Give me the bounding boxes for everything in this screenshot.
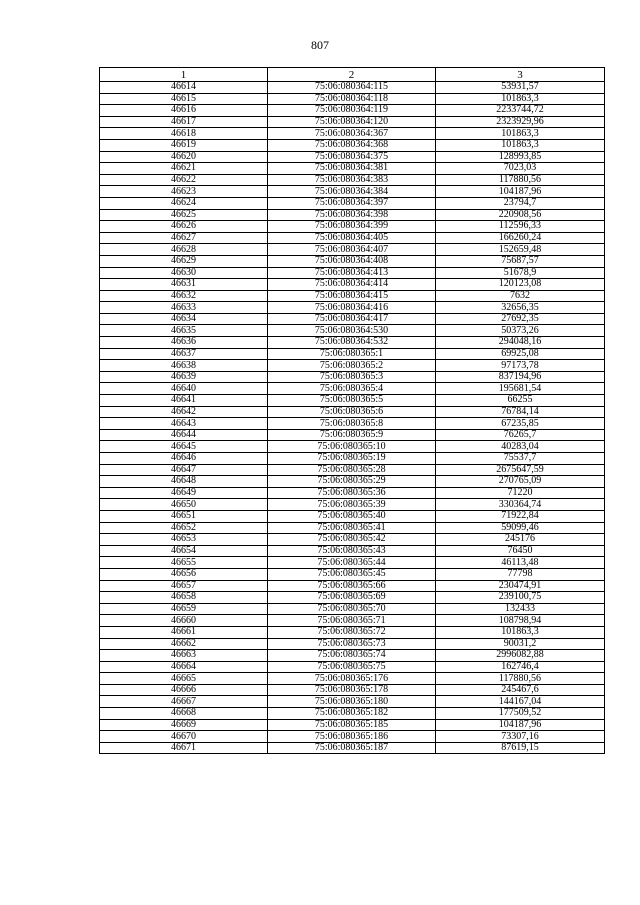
table-row bbox=[100, 696, 605, 708]
value-cell: 108798,94 bbox=[436, 615, 605, 627]
row-number-cell: 46659 bbox=[100, 603, 268, 615]
value-cell: 69925,08 bbox=[436, 348, 605, 360]
cadastral-number-cell: 75:06:080364:397 bbox=[268, 197, 436, 209]
row-number-cell: 46651 bbox=[100, 510, 268, 522]
cadastral-number-cell: 75:06:080364:383 bbox=[268, 174, 436, 186]
row-number-cell: 46660 bbox=[100, 615, 268, 627]
row-number-cell: 46633 bbox=[100, 302, 268, 314]
table-row bbox=[100, 684, 605, 696]
value-cell: 97173,78 bbox=[436, 360, 605, 372]
row-number-cell: 46642 bbox=[100, 406, 268, 418]
table-body bbox=[100, 82, 605, 754]
value-cell: 23794,7 bbox=[436, 197, 605, 209]
row-number-cell: 46631 bbox=[100, 279, 268, 291]
value-cell: 166260,24 bbox=[436, 232, 605, 244]
table-row bbox=[100, 371, 605, 383]
row-number-cell: 46617 bbox=[100, 116, 268, 128]
value-cell: 90031,2 bbox=[436, 638, 605, 650]
table-row bbox=[100, 337, 605, 349]
table-row bbox=[100, 522, 605, 534]
table-row bbox=[100, 406, 605, 418]
table-row bbox=[100, 638, 605, 650]
row-number-cell: 46643 bbox=[100, 418, 268, 430]
cadastral-number-cell: 75:06:080364:532 bbox=[268, 337, 436, 349]
value-cell: 245467,6 bbox=[436, 684, 605, 696]
value-cell: 77798 bbox=[436, 568, 605, 580]
column-header-3: 3 bbox=[436, 68, 605, 82]
cadastral-number-cell: 75:06:080364:408 bbox=[268, 255, 436, 267]
value-cell: 7632 bbox=[436, 290, 605, 302]
value-cell: 73307,16 bbox=[436, 731, 605, 743]
value-cell: 220908,56 bbox=[436, 209, 605, 221]
table-header bbox=[100, 68, 605, 82]
cadastral-number-cell: 75:06:080365:6 bbox=[268, 406, 436, 418]
table-row bbox=[100, 592, 605, 604]
header-row bbox=[100, 68, 605, 82]
cadastral-number-cell: 75:06:080365:45 bbox=[268, 568, 436, 580]
cadastral-number-cell: 75:06:080364:415 bbox=[268, 290, 436, 302]
table-row bbox=[100, 360, 605, 372]
row-number-cell: 46655 bbox=[100, 557, 268, 569]
table-row bbox=[100, 742, 605, 754]
cadastral-number-cell: 75:06:080364:120 bbox=[268, 116, 436, 128]
row-number-cell: 46644 bbox=[100, 429, 268, 441]
table-row bbox=[100, 174, 605, 186]
row-number-cell: 46662 bbox=[100, 638, 268, 650]
value-cell: 195681,54 bbox=[436, 383, 605, 395]
row-number-cell: 46658 bbox=[100, 592, 268, 604]
value-cell: 162746,4 bbox=[436, 661, 605, 673]
cadastral-number-cell: 75:06:080365:19 bbox=[268, 453, 436, 465]
table-row bbox=[100, 279, 605, 291]
cadastral-number-cell: 75:06:080365:1 bbox=[268, 348, 436, 360]
row-number-cell: 46616 bbox=[100, 105, 268, 117]
row-number-cell: 46636 bbox=[100, 337, 268, 349]
column-header-1: 1 bbox=[100, 68, 268, 82]
cadastral-number-cell: 75:06:080365:9 bbox=[268, 429, 436, 441]
value-cell: 76265,7 bbox=[436, 429, 605, 441]
table-row bbox=[100, 661, 605, 673]
value-cell: 2996082,88 bbox=[436, 650, 605, 662]
table-row bbox=[100, 395, 605, 407]
value-cell: 66255 bbox=[436, 395, 605, 407]
row-number-cell: 46670 bbox=[100, 731, 268, 743]
value-cell: 117880,56 bbox=[436, 174, 605, 186]
table-row bbox=[100, 267, 605, 279]
value-cell: 245176 bbox=[436, 534, 605, 546]
cadastral-number-cell: 75:06:080365:4 bbox=[268, 383, 436, 395]
value-cell: 230474,91 bbox=[436, 580, 605, 592]
value-cell: 71922,84 bbox=[436, 510, 605, 522]
value-cell: 132433 bbox=[436, 603, 605, 615]
table-row bbox=[100, 731, 605, 743]
row-number-cell: 46650 bbox=[100, 499, 268, 511]
row-number-cell: 46626 bbox=[100, 221, 268, 233]
table-row bbox=[100, 568, 605, 580]
row-number-cell: 46623 bbox=[100, 186, 268, 198]
value-cell: 2233744,72 bbox=[436, 105, 605, 117]
row-number-cell: 46663 bbox=[100, 650, 268, 662]
table-row bbox=[100, 302, 605, 314]
cadastral-number-cell: 75:06:080364:118 bbox=[268, 93, 436, 105]
table-row bbox=[100, 557, 605, 569]
cadastral-number-cell: 75:06:080364:368 bbox=[268, 139, 436, 151]
value-cell: 294048,16 bbox=[436, 337, 605, 349]
cadastral-number-cell: 75:06:080365:72 bbox=[268, 626, 436, 638]
row-number-cell: 46652 bbox=[100, 522, 268, 534]
row-number-cell: 46668 bbox=[100, 708, 268, 720]
page-number: 807 bbox=[311, 38, 329, 52]
cadastral-number-cell: 75:06:080364:414 bbox=[268, 279, 436, 291]
value-cell: 75687,57 bbox=[436, 255, 605, 267]
cadastral-number-cell: 75:06:080365:5 bbox=[268, 395, 436, 407]
row-number-cell: 46630 bbox=[100, 267, 268, 279]
cadastral-number-cell: 75:06:080365:43 bbox=[268, 545, 436, 557]
row-number-cell: 46622 bbox=[100, 174, 268, 186]
table-row bbox=[100, 209, 605, 221]
table-row bbox=[100, 510, 605, 522]
row-number-cell: 46628 bbox=[100, 244, 268, 256]
row-number-cell: 46638 bbox=[100, 360, 268, 372]
table-row bbox=[100, 221, 605, 233]
value-cell: 837194,96 bbox=[436, 371, 605, 383]
row-number-cell: 46671 bbox=[100, 742, 268, 754]
table-row bbox=[100, 139, 605, 151]
row-number-cell: 46665 bbox=[100, 673, 268, 685]
table-row bbox=[100, 105, 605, 117]
cadastral-number-cell: 75:06:080365:180 bbox=[268, 696, 436, 708]
table-row bbox=[100, 464, 605, 476]
value-cell: 120123,08 bbox=[436, 279, 605, 291]
cadastral-number-cell: 75:06:080365:185 bbox=[268, 719, 436, 731]
row-number-cell: 46637 bbox=[100, 348, 268, 360]
row-number-cell: 46634 bbox=[100, 313, 268, 325]
table-row bbox=[100, 116, 605, 128]
cadastral-number-cell: 75:06:080365:2 bbox=[268, 360, 436, 372]
table-row bbox=[100, 615, 605, 627]
table-row bbox=[100, 626, 605, 638]
cadastral-number-cell: 75:06:080365:75 bbox=[268, 661, 436, 673]
cadastral-number-cell: 75:06:080365:10 bbox=[268, 441, 436, 453]
table-row bbox=[100, 476, 605, 488]
table-row bbox=[100, 151, 605, 163]
row-number-cell: 46656 bbox=[100, 568, 268, 580]
value-cell: 101863,3 bbox=[436, 626, 605, 638]
value-cell: 101863,3 bbox=[436, 128, 605, 140]
table-row bbox=[100, 186, 605, 198]
row-number-cell: 46648 bbox=[100, 476, 268, 488]
cadastral-number-cell: 75:06:080364:115 bbox=[268, 82, 436, 94]
value-cell: 128993,85 bbox=[436, 151, 605, 163]
row-number-cell: 46621 bbox=[100, 163, 268, 175]
cadastral-number-cell: 75:06:080365:71 bbox=[268, 615, 436, 627]
row-number-cell: 46620 bbox=[100, 151, 268, 163]
value-cell: 270765,09 bbox=[436, 476, 605, 488]
value-cell: 239100,75 bbox=[436, 592, 605, 604]
value-cell: 101863,3 bbox=[436, 139, 605, 151]
table-row bbox=[100, 534, 605, 546]
value-cell: 104187,96 bbox=[436, 719, 605, 731]
cadastral-number-cell: 75:06:080364:384 bbox=[268, 186, 436, 198]
cadastral-number-cell: 75:06:080364:416 bbox=[268, 302, 436, 314]
table-row bbox=[100, 255, 605, 267]
row-number-cell: 46661 bbox=[100, 626, 268, 638]
cadastral-number-cell: 75:06:080365:70 bbox=[268, 603, 436, 615]
row-number-cell: 46664 bbox=[100, 661, 268, 673]
table-row bbox=[100, 708, 605, 720]
table-row bbox=[100, 348, 605, 360]
cadastral-number-cell: 75:06:080365:28 bbox=[268, 464, 436, 476]
value-cell: 87619,15 bbox=[436, 742, 605, 754]
cadastral-number-cell: 75:06:080365:186 bbox=[268, 731, 436, 743]
row-number-cell: 46624 bbox=[100, 197, 268, 209]
table-row bbox=[100, 232, 605, 244]
value-cell: 101863,3 bbox=[436, 93, 605, 105]
table-row bbox=[100, 418, 605, 430]
value-cell: 71220 bbox=[436, 487, 605, 499]
value-cell: 104187,96 bbox=[436, 186, 605, 198]
row-number-cell: 46625 bbox=[100, 209, 268, 221]
cadastral-number-cell: 75:06:080364:417 bbox=[268, 313, 436, 325]
row-number-cell: 46629 bbox=[100, 255, 268, 267]
row-number-cell: 46649 bbox=[100, 487, 268, 499]
value-cell: 117880,56 bbox=[436, 673, 605, 685]
cadastral-number-cell: 75:06:080365:44 bbox=[268, 557, 436, 569]
row-number-cell: 46639 bbox=[100, 371, 268, 383]
cadastral-number-cell: 75:06:080365:178 bbox=[268, 684, 436, 696]
value-cell: 46113,48 bbox=[436, 557, 605, 569]
row-number-cell: 46635 bbox=[100, 325, 268, 337]
cadastral-number-cell: 75:06:080364:375 bbox=[268, 151, 436, 163]
row-number-cell: 46641 bbox=[100, 395, 268, 407]
row-number-cell: 46647 bbox=[100, 464, 268, 476]
table-row bbox=[100, 603, 605, 615]
value-cell: 53931,57 bbox=[436, 82, 605, 94]
cadastral-number-cell: 75:06:080365:74 bbox=[268, 650, 436, 662]
table-row bbox=[100, 197, 605, 209]
table-row bbox=[100, 244, 605, 256]
cadastral-number-cell: 75:06:080364:399 bbox=[268, 221, 436, 233]
table-row bbox=[100, 128, 605, 140]
cadastral-number-cell: 75:06:080364:407 bbox=[268, 244, 436, 256]
value-cell: 2323929,96 bbox=[436, 116, 605, 128]
cadastral-number-cell: 75:06:080365:66 bbox=[268, 580, 436, 592]
table-row bbox=[100, 290, 605, 302]
table-row bbox=[100, 719, 605, 731]
value-cell: 76450 bbox=[436, 545, 605, 557]
cadastral-number-cell: 75:06:080365:73 bbox=[268, 638, 436, 650]
value-cell: 7023,03 bbox=[436, 163, 605, 175]
table-row bbox=[100, 441, 605, 453]
value-cell: 144167,04 bbox=[436, 696, 605, 708]
cadastral-number-cell: 75:06:080365:40 bbox=[268, 510, 436, 522]
cadastral-number-cell: 75:06:080365:39 bbox=[268, 499, 436, 511]
table-row bbox=[100, 429, 605, 441]
cadastral-number-cell: 75:06:080365:42 bbox=[268, 534, 436, 546]
table-row bbox=[100, 93, 605, 105]
row-number-cell: 46666 bbox=[100, 684, 268, 696]
row-number-cell: 46615 bbox=[100, 93, 268, 105]
value-cell: 59099,46 bbox=[436, 522, 605, 534]
table-row bbox=[100, 325, 605, 337]
table-row bbox=[100, 163, 605, 175]
cadastral-number-cell: 75:06:080365:36 bbox=[268, 487, 436, 499]
cadastral-number-cell: 75:06:080365:182 bbox=[268, 708, 436, 720]
cadastral-number-cell: 75:06:080364:530 bbox=[268, 325, 436, 337]
table-row bbox=[100, 499, 605, 511]
cadastral-number-cell: 75:06:080365:69 bbox=[268, 592, 436, 604]
table-row bbox=[100, 487, 605, 499]
data-table bbox=[99, 67, 605, 754]
row-number-cell: 46632 bbox=[100, 290, 268, 302]
value-cell: 27692,35 bbox=[436, 313, 605, 325]
row-number-cell: 46645 bbox=[100, 441, 268, 453]
table-row bbox=[100, 545, 605, 557]
row-number-cell: 46627 bbox=[100, 232, 268, 244]
cadastral-number-cell: 75:06:080365:176 bbox=[268, 673, 436, 685]
row-number-cell: 46654 bbox=[100, 545, 268, 557]
value-cell: 32656,35 bbox=[436, 302, 605, 314]
cadastral-number-cell: 75:06:080365:3 bbox=[268, 371, 436, 383]
cadastral-number-cell: 75:06:080365:29 bbox=[268, 476, 436, 488]
table-row bbox=[100, 383, 605, 395]
cadastral-number-cell: 75:06:080365:8 bbox=[268, 418, 436, 430]
row-number-cell: 46657 bbox=[100, 580, 268, 592]
cadastral-number-cell: 75:06:080364:405 bbox=[268, 232, 436, 244]
row-number-cell: 46614 bbox=[100, 82, 268, 94]
value-cell: 330364,74 bbox=[436, 499, 605, 511]
table-row bbox=[100, 313, 605, 325]
row-number-cell: 46618 bbox=[100, 128, 268, 140]
row-number-cell: 46640 bbox=[100, 383, 268, 395]
row-number-cell: 46646 bbox=[100, 453, 268, 465]
cadastral-number-cell: 75:06:080365:187 bbox=[268, 742, 436, 754]
row-number-cell: 46619 bbox=[100, 139, 268, 151]
row-number-cell: 46667 bbox=[100, 696, 268, 708]
value-cell: 177509,52 bbox=[436, 708, 605, 720]
row-number-cell: 46653 bbox=[100, 534, 268, 546]
value-cell: 152659,48 bbox=[436, 244, 605, 256]
table-row bbox=[100, 650, 605, 662]
value-cell: 50373,26 bbox=[436, 325, 605, 337]
value-cell: 76784,14 bbox=[436, 406, 605, 418]
cadastral-number-cell: 75:06:080364:119 bbox=[268, 105, 436, 117]
value-cell: 2675647,59 bbox=[436, 464, 605, 476]
value-cell: 75537,7 bbox=[436, 453, 605, 465]
column-header-2: 2 bbox=[268, 68, 436, 82]
cadastral-number-cell: 75:06:080364:413 bbox=[268, 267, 436, 279]
table-row bbox=[100, 453, 605, 465]
cadastral-number-cell: 75:06:080364:367 bbox=[268, 128, 436, 140]
value-cell: 112596,33 bbox=[436, 221, 605, 233]
cadastral-number-cell: 75:06:080364:398 bbox=[268, 209, 436, 221]
table-row bbox=[100, 580, 605, 592]
value-cell: 67235,85 bbox=[436, 418, 605, 430]
value-cell: 51678,9 bbox=[436, 267, 605, 279]
cadastral-number-cell: 75:06:080364:381 bbox=[268, 163, 436, 175]
cadastral-number-cell: 75:06:080365:41 bbox=[268, 522, 436, 534]
table-row bbox=[100, 82, 605, 94]
table-row bbox=[100, 673, 605, 685]
value-cell: 40283,04 bbox=[436, 441, 605, 453]
row-number-cell: 46669 bbox=[100, 719, 268, 731]
